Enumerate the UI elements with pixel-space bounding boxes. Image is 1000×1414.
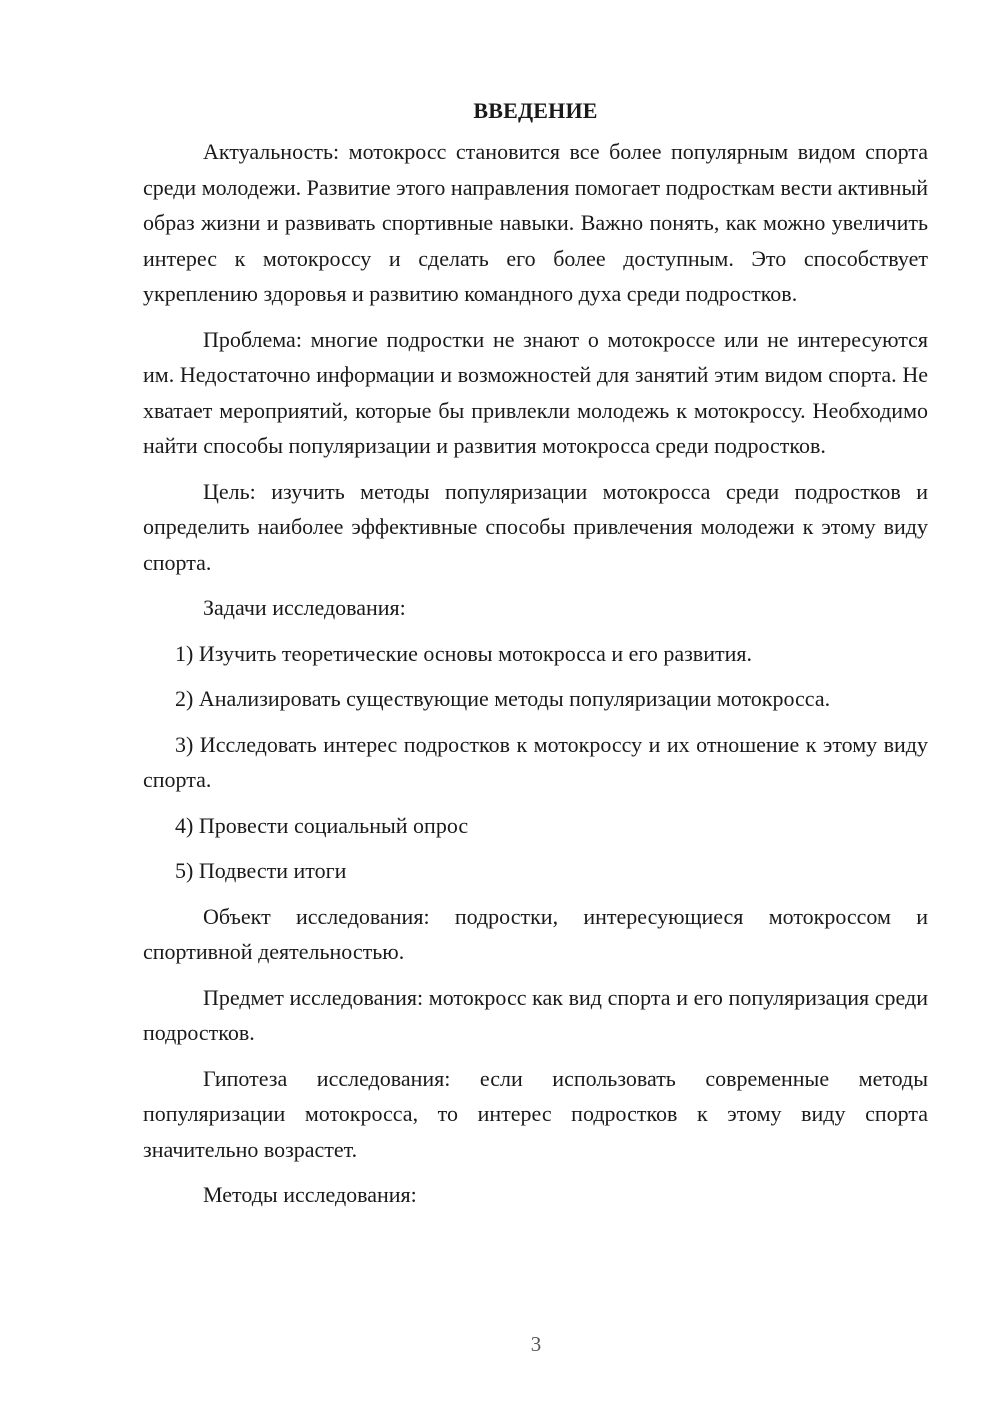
task-item: 1) Изучить теоретические основы мотокросса и его развития.: [175, 640, 752, 666]
methods-heading: Методы исследования:: [203, 1182, 417, 1207]
object-paragraph: Объект исследования: подростки, интересующиеся мотокроссом и спортивной деятельностью.: [143, 903, 928, 964]
section-title: ВВЕДЕНИЕ: [473, 98, 598, 123]
relevance-paragraph: Актуальность: мотокросс становится все более популярным видом спорта среди молодежи. Развитие этого направления помогает подросткам вести активный образ жизни и развивать спортивные навыки. Важно понять, как можно увеличить интерес к мотокроссу и сделать его более доступным. Это способствует укреплению здоровья и развитию командного духа среди подростков.: [143, 139, 928, 306]
task-item: 5) Подвести итоги: [175, 858, 347, 883]
problem-paragraph: Проблема: многие подростки не знают о мотокроссе или не интересуются им. Недостаточно информации и возможностей для занятий этим видом спорта. Не хватает мероприятий, которые бы привлекли молодежь к мотокроссу. Необходимо найти способы популяризации и развития мотокросса среди подростков.: [143, 326, 928, 458]
tasks-heading: Задачи исследования:: [203, 595, 406, 620]
task-item: 2) Анализировать существующие методы популяризации мотокросса.: [175, 686, 831, 711]
subject-paragraph: Предмет исследования: мотокросс как вид спорта и его популяризация среди подростков.: [143, 984, 928, 1045]
page-content: [143, 96, 928, 1223]
hypothesis-paragraph: Гипотеза исследования: если использовать современные методы популяризации мотокросса, то интерес подростков к этому виду спорта значительно возрастет.: [143, 1065, 928, 1162]
task-item: 4) Провести социальный опрос: [175, 812, 469, 838]
page-number: 3: [530, 1332, 542, 1356]
task-item: 3) Исследовать интерес подростков к мотокроссу и их отношение к этому виду спорта.: [143, 731, 928, 792]
goal-paragraph: Цель: изучить методы популяризации мотокросса среди подростков и определить наиболее эффективные способы привлечения молодежи к этому виду спорта.: [143, 478, 928, 575]
